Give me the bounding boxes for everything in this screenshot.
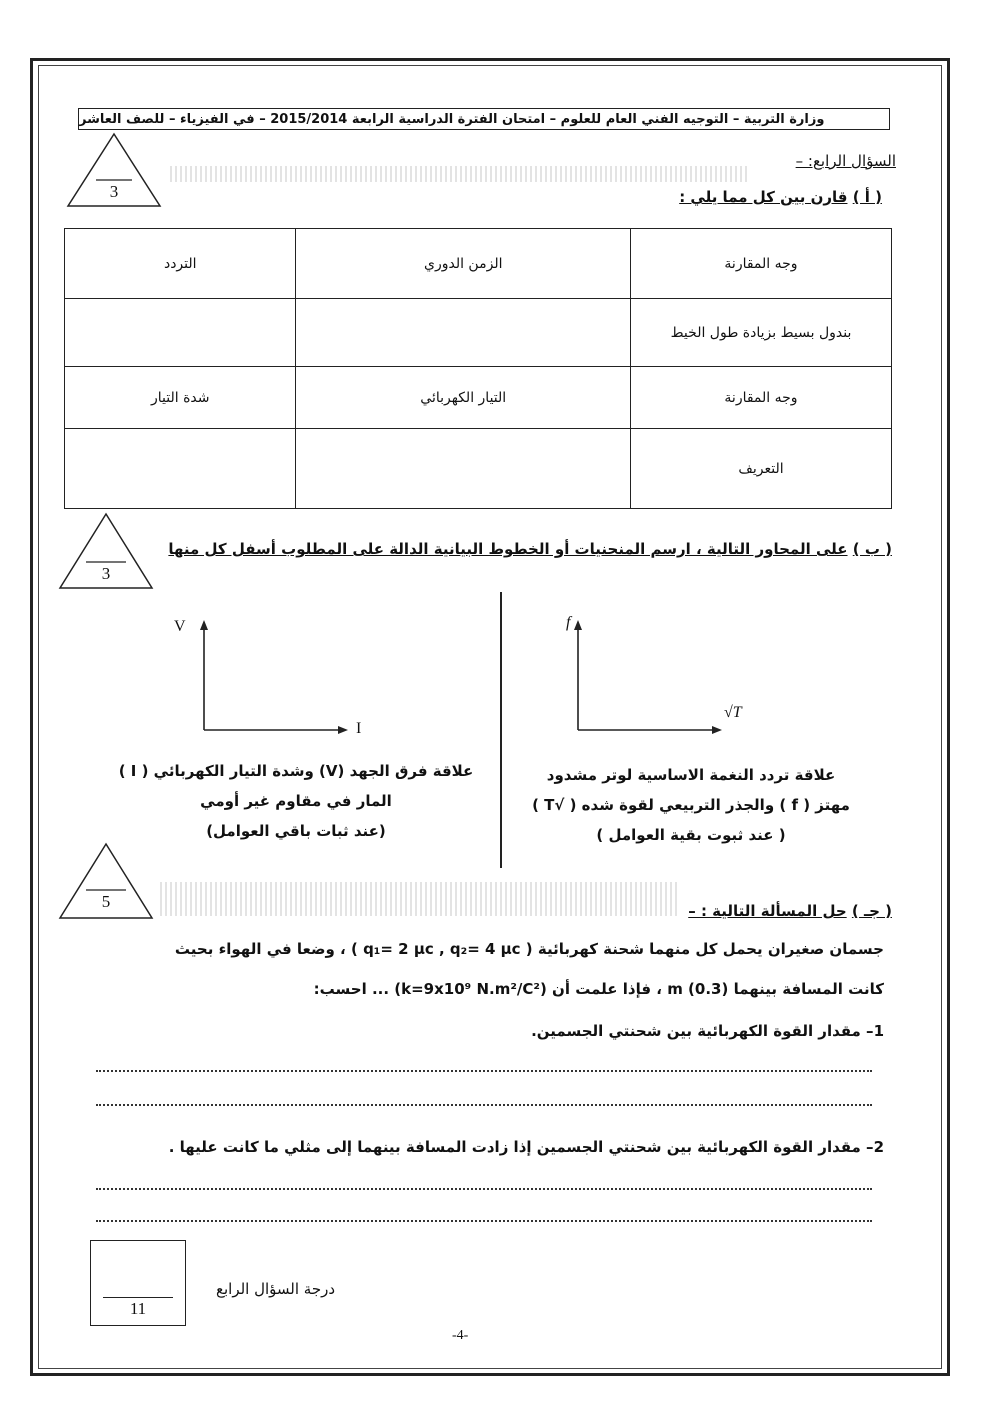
- sub-question-1: 1– مقدار القوة الكهربائية بين شحنتي الجسمين.: [531, 1022, 884, 1040]
- graphs-divider: [500, 592, 502, 868]
- problem-line: كانت المسافة بينهما m (0.3) ، فإذا علمت أن (k=9x10⁹ N.m²/C²) ... احسب:: [313, 980, 884, 998]
- part-a-label: ( أ ): [852, 188, 882, 206]
- answer-line[interactable]: [96, 1188, 872, 1190]
- part-b-label: ( ب ): [852, 540, 892, 558]
- exam-header-text: وزارة التربية – التوجيه الفني العام للعلوم – امتحان الفترة الدراسية الرابعة 2015/2014 – في الفيزياء – للصف العاشر: [79, 111, 825, 127]
- graph-left-caption: [96, 756, 496, 846]
- caption-line: علاقة فرق الجهد (V) وشدة التيار الكهربائي ( I ): [118, 762, 474, 780]
- part-b-instruction: على المحاور التالية ، ارسم المنحنيات أو الخطوط البيانية الدالة على المطلوب أسفل كل منها: [168, 540, 848, 558]
- graph-right-y-label: f: [566, 614, 571, 631]
- answer-cell[interactable]: [65, 429, 296, 509]
- answer-line[interactable]: [96, 1070, 872, 1072]
- part-c-label: ( جـ ): [851, 902, 892, 920]
- table-row: [65, 299, 892, 367]
- scan-noise: [170, 166, 750, 182]
- part-a-instruction: قارن بين كل مما يلي :: [679, 188, 848, 206]
- page-number: -4-: [452, 1328, 469, 1343]
- problem-line: جسمان صغيران يحمل كل منهما شحنة كهربائية ( q₁= 2 µc , q₂= 4 µc ) ، وضعا في الهواء بحيث: [174, 940, 884, 958]
- caption-line: المار في مقاوم غير أومي: [200, 792, 392, 810]
- table-cell: بندول بسيط بزيادة طول الخيط: [631, 299, 892, 367]
- comparison-table: [64, 228, 892, 509]
- part-b-heading: [168, 540, 892, 558]
- answer-cell[interactable]: [296, 429, 631, 509]
- exam-header: [78, 108, 890, 130]
- graph-left-y-label: V: [174, 618, 186, 635]
- answer-cell[interactable]: [65, 299, 296, 367]
- caption-line: ( عند ثبوت بقية العوامل ): [596, 826, 786, 844]
- total-score-box: [90, 1240, 186, 1326]
- graph-right-caption: [508, 760, 874, 850]
- table-cell: وجه المقارنة: [631, 229, 892, 299]
- table-row: [65, 429, 892, 509]
- score-divider: [103, 1297, 173, 1298]
- graph-f-vs-sqrtT-axes[interactable]: [568, 618, 728, 734]
- part-b-score-triangle: [58, 512, 154, 590]
- answer-cell[interactable]: [296, 299, 631, 367]
- graph-right-x-label: √T: [724, 704, 742, 721]
- table-row: [65, 229, 892, 299]
- total-score-label: درجة السؤال الرابع: [216, 1280, 336, 1298]
- part-a-heading: [679, 188, 882, 206]
- table-cell: التيار الكهربائي: [296, 367, 631, 429]
- part-a-score: 3: [109, 182, 119, 201]
- graph-left-x-label: I: [356, 720, 362, 737]
- total-score: 11: [129, 1299, 147, 1318]
- sub-question-2: 2– مقدار القوة الكهربائية بين شحنتي الجسمين إذا زادت المسافة بينهما إلى مثلي ما كانت عليها .: [168, 1138, 884, 1156]
- caption-line: (عند ثبات باقي العوامل): [206, 822, 386, 840]
- caption-line: مهتز ( f ) والجذر التربيعي لقوة شده ( √T ): [532, 796, 850, 814]
- answer-line[interactable]: [96, 1104, 872, 1106]
- table-cell: الزمن الدوري: [296, 229, 631, 299]
- part-c-heading: [688, 902, 892, 920]
- table-cell: وجه المقارنة: [631, 367, 892, 429]
- part-c-instruction: حل المسألة التالية : –: [688, 902, 847, 920]
- part-c-score-triangle: [58, 842, 154, 920]
- table-cell: التردد: [65, 229, 296, 299]
- table-row: [65, 367, 892, 429]
- table-cell: شدة التيار: [65, 367, 296, 429]
- question-title: السؤال الرابع: –: [795, 152, 896, 170]
- part-b-score: 3: [101, 564, 111, 583]
- part-a-score-triangle: [66, 132, 162, 208]
- graph-V-vs-I-axes[interactable]: [194, 618, 354, 734]
- answer-line[interactable]: [96, 1220, 872, 1222]
- caption-line: علاقة تردد النغمة الاساسية لوتر مشدود: [546, 766, 836, 784]
- part-c-score: 5: [101, 892, 111, 911]
- table-cell: التعريف: [631, 429, 892, 509]
- scan-noise: [160, 882, 680, 916]
